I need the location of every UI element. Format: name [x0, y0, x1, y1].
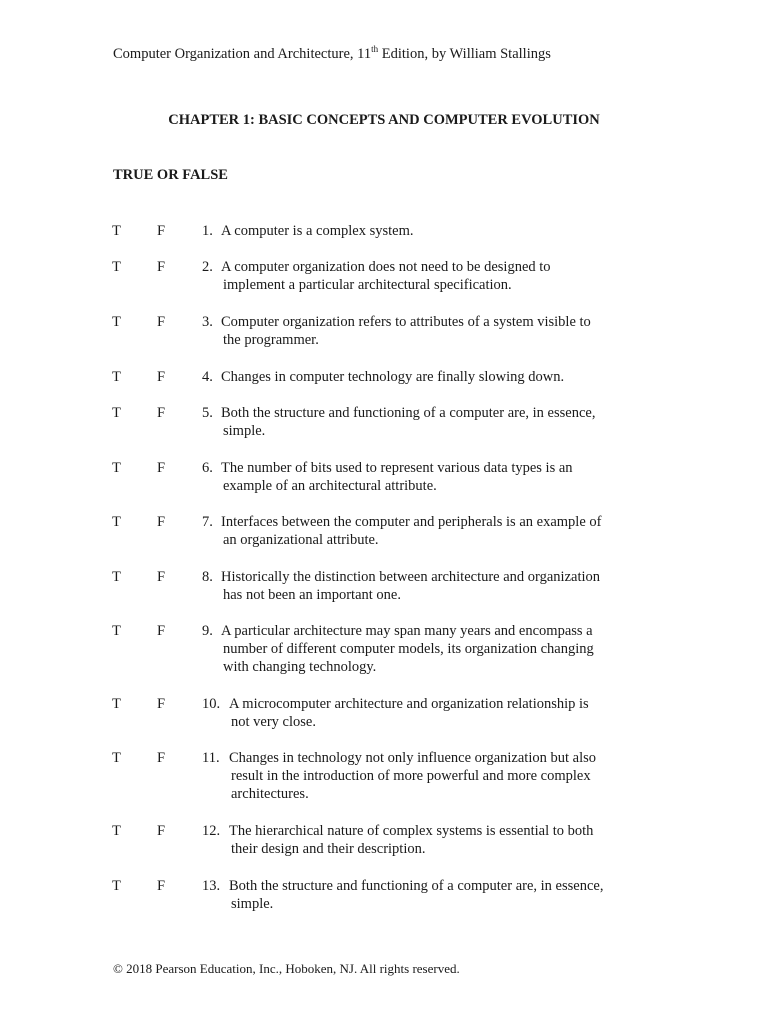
question-text-line: with changing technology. [223, 659, 377, 676]
question-number: 5. [202, 405, 213, 421]
question-text-line: A microcomputer architecture and organization relationship is [229, 696, 589, 712]
false-option[interactable]: F [157, 514, 166, 530]
question-text-line: Both the structure and functioning of a computer are, in essence, [221, 405, 596, 421]
question-text-line: has not been an important one. [223, 587, 401, 604]
question-text-line: Changes in technology not only influence organization but also [229, 750, 596, 766]
question-text-line: simple. [223, 423, 266, 440]
question-text-line: implement a particular architectural specification. [223, 277, 512, 294]
section-title: TRUE OR FALSE [113, 167, 228, 183]
false-option[interactable]: F [157, 460, 166, 476]
question-number: 10. [202, 696, 221, 712]
false-option[interactable]: F [157, 623, 166, 639]
true-option[interactable]: T [112, 223, 121, 239]
question-text-line: simple. [231, 896, 274, 913]
true-option[interactable]: T [112, 750, 121, 766]
question-number: 7. [202, 514, 213, 530]
question-number: 4. [202, 369, 213, 385]
question-text-line: example of an architectural attribute. [223, 478, 437, 495]
question-text-line: the programmer. [223, 332, 319, 349]
false-option[interactable]: F [157, 569, 166, 585]
question-text [229, 695, 669, 731]
false-option[interactable]: F [157, 405, 166, 421]
chapter-title: CHAPTER 1: BASIC CONCEPTS AND COMPUTER EVOLUTION [168, 112, 600, 128]
true-option[interactable]: T [112, 405, 121, 421]
false-option[interactable]: F [157, 750, 166, 766]
question-text-line: an organizational attribute. [223, 532, 379, 549]
true-option[interactable]: T [112, 878, 121, 894]
false-option[interactable]: F [157, 259, 166, 275]
copyright-footer: © 2018 Pearson Education, Inc., Hoboken, NJ. All rights reserved. [113, 961, 460, 976]
question-text-line: result in the introduction of more powerful and more complex [231, 768, 591, 785]
false-option[interactable]: F [157, 369, 166, 385]
question-text-line: their design and their description. [231, 841, 426, 858]
question-text [221, 513, 661, 549]
question-text-line: Both the structure and functioning of a computer are, in essence, [229, 878, 604, 894]
question-number: 12. [202, 823, 221, 839]
true-option[interactable]: T [112, 514, 121, 530]
document-header [113, 46, 551, 63]
question-text-line: The hierarchical nature of complex systems is essential to both [229, 823, 594, 839]
true-option[interactable]: T [112, 460, 121, 476]
question-text-line: A computer organization does not need to be designed to [221, 259, 551, 275]
true-option[interactable]: T [112, 696, 121, 712]
question-text [229, 877, 669, 913]
question-text-line: Changes in computer technology are finally slowing down. [221, 369, 565, 385]
question-text-line: Interfaces between the computer and peripherals is an example of [221, 514, 602, 530]
question-number: 1. [202, 223, 213, 239]
question-text-line: not very close. [231, 714, 316, 731]
question-text [221, 313, 661, 349]
true-option[interactable]: T [112, 623, 121, 639]
false-option[interactable]: F [157, 878, 166, 894]
question-number: 11. [202, 750, 220, 766]
header-text: Computer Organization and Architecture, 11 [113, 46, 372, 62]
false-option[interactable]: F [157, 696, 166, 712]
question-number: 8. [202, 569, 213, 585]
question-text-line: architectures. [231, 786, 309, 803]
question-text [221, 404, 661, 440]
false-option[interactable]: F [157, 223, 166, 239]
question-text-line: A computer is a complex system. [221, 223, 414, 239]
question-number: 2. [202, 259, 213, 275]
question-text [229, 749, 669, 804]
question-text [229, 822, 669, 858]
question-number: 3. [202, 314, 213, 330]
question-text [221, 622, 661, 677]
true-option[interactable]: T [112, 259, 121, 275]
false-option[interactable]: F [157, 823, 166, 839]
question-text [221, 258, 661, 294]
header-text-end: Edition, by William Stallings [378, 46, 551, 62]
true-option[interactable]: T [112, 314, 121, 330]
question-text [221, 222, 661, 240]
true-option[interactable]: T [112, 569, 121, 585]
question-text-line: A particular architecture may span many years and encompass a [221, 623, 593, 639]
true-option[interactable]: T [112, 369, 121, 385]
question-text-line: Computer organization refers to attributes of a system visible to [221, 314, 591, 330]
question-text [221, 459, 661, 495]
question-text [221, 368, 661, 386]
question-number: 6. [202, 460, 213, 476]
header-superscript: th [371, 44, 379, 55]
question-text [221, 568, 661, 604]
question-text-line: The number of bits used to represent various data types is an [221, 460, 573, 476]
question-number: 13. [202, 878, 221, 894]
true-option[interactable]: T [112, 823, 121, 839]
false-option[interactable]: F [157, 314, 166, 330]
question-text-line: Historically the distinction between architecture and organization [221, 569, 601, 585]
question-number: 9. [202, 623, 213, 639]
question-text-line: number of different computer models, its organization changing [223, 641, 594, 658]
